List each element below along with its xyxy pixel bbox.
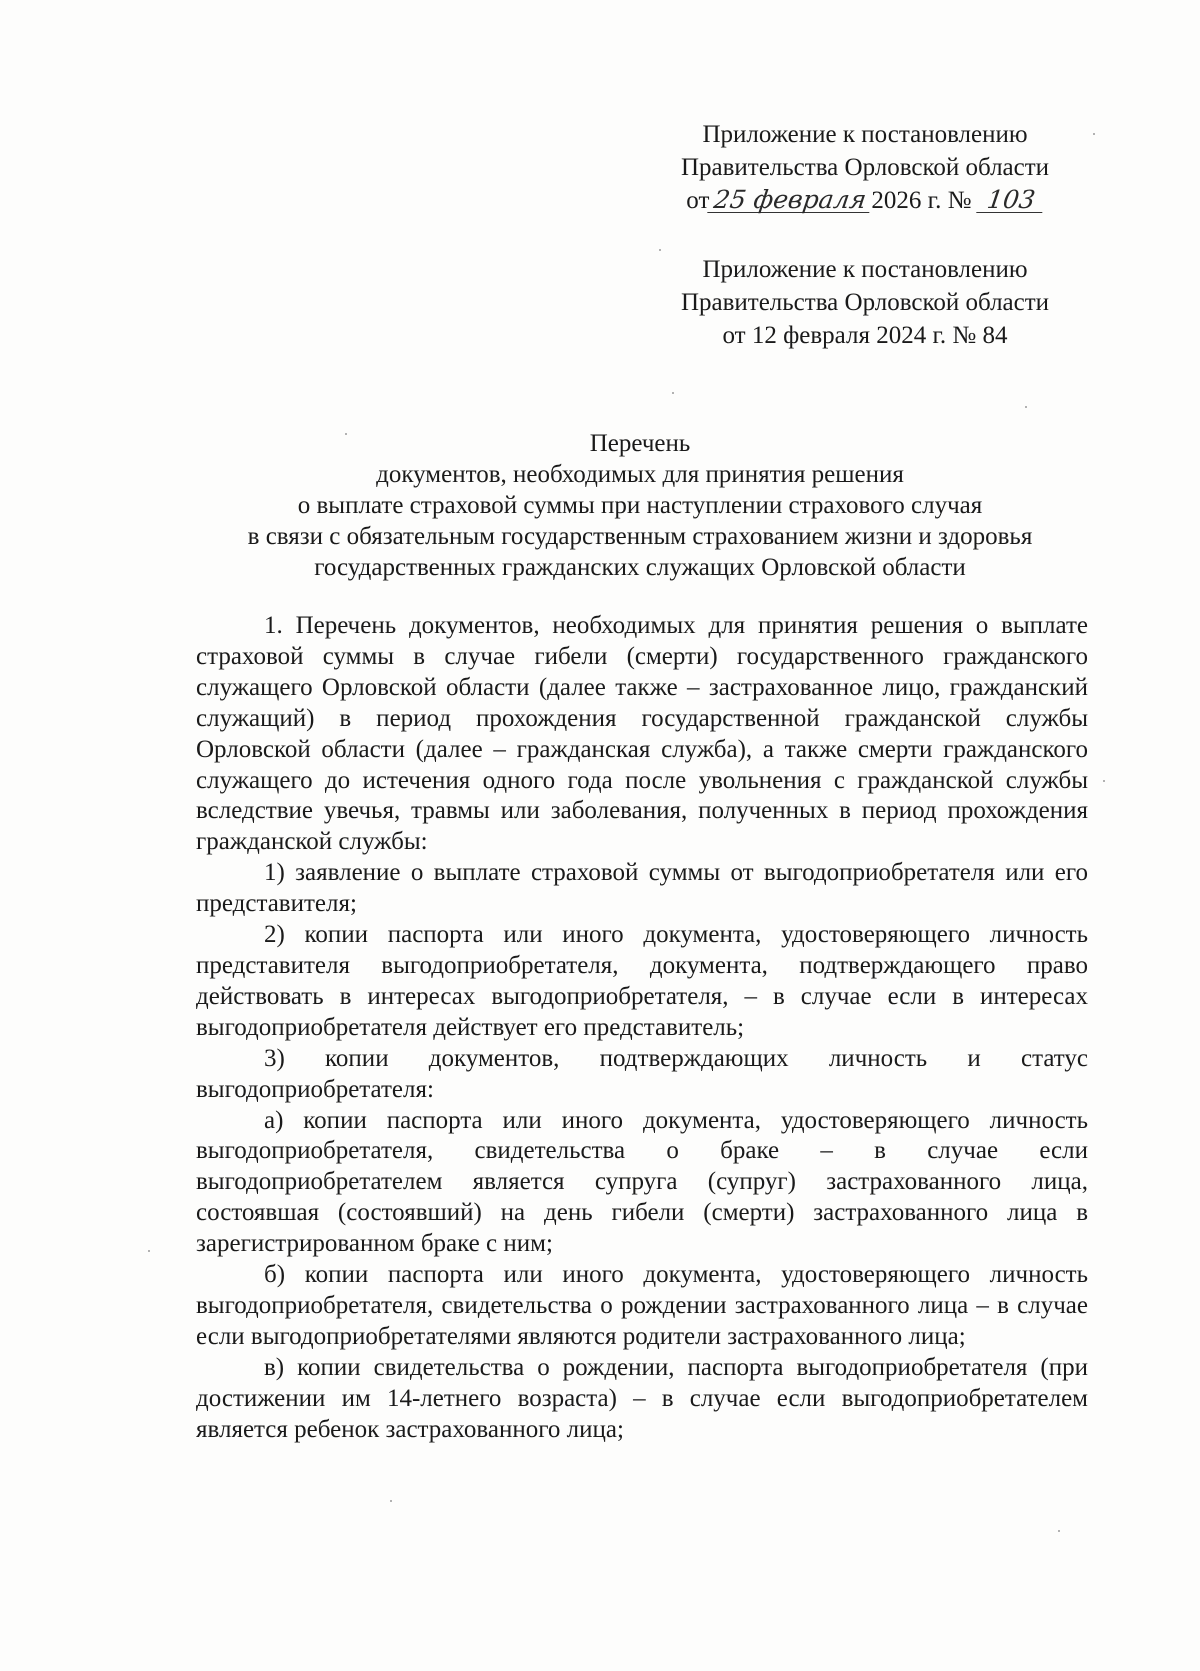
scan-speckle — [345, 433, 347, 435]
title-line-1: Перечень — [589, 430, 691, 457]
scan-speckle — [148, 1250, 150, 1252]
document-title — [190, 428, 1090, 583]
appendix-header-current — [665, 118, 1065, 217]
paragraph-item-3b: б) копии паспорта или иного документа, удостоверяющего личность выгодоприобретателя, свидетельства о рождении застрахованного лица – в случае если выгодоприобретателями являются родители застрахованного лица; — [196, 1261, 1088, 1350]
scan-speckle — [1103, 780, 1105, 782]
paragraph-item-3: 3) копии документов, подтверждающих личность и статус выгодоприобретателя: — [196, 1044, 1088, 1103]
scan-speckle — [1058, 1530, 1060, 1532]
scan-speckle — [1093, 133, 1095, 135]
appendix-header-previous — [665, 253, 1065, 352]
year-part: 2026 г. № — [871, 187, 972, 214]
appendix-header-line-1: Приложение к постановлению — [702, 121, 1028, 148]
appendix-header-date-line — [665, 184, 1065, 217]
appendix-header-line-2: Правительства Орловской области — [680, 154, 1050, 181]
scan-speckle — [1025, 406, 1027, 408]
handwritten-number: 103 — [976, 188, 1046, 213]
handwritten-date: 25 февраля — [708, 188, 874, 213]
previous-header-line-3: от 12 февраля 2024 г. № 84 — [722, 322, 1008, 349]
paragraph-item-1: 1) заявление о выплате страховой суммы от выгодоприобретателя или его представителя; — [196, 859, 1088, 918]
title-line-5: государственных гражданских служащих Орловской области — [314, 554, 966, 581]
scan-speckle — [672, 392, 674, 394]
paragraph-item-2: 2) копии паспорта или иного документа, удостоверяющего личность представителя выгодоприобретателя, документа, подтверждающего право действовать в интересах выгодоприобретателя, – в случае если в интересах выгодоприобретателя действует его представитель; — [196, 921, 1088, 1041]
title-line-3: о выплате страховой суммы при наступлении страхового случая — [297, 492, 983, 519]
document-body — [196, 611, 1088, 1445]
paragraph-1: 1. Перечень документов, необходимых для принятия решения о выплате страховой суммы в случае гибели (смерти) государственного гражданского служащего Орловской области (далее также – застрахованное лицо, гражданский служащий) в период прохождения государственной гражданской службы Орловской области (далее – гражданская служба), а также смерти гражданского служащего до истечения одного года после увольнения с гражданской службы вследствие увечья, травмы или заболевания, полученных в период прохождения гражданской службы: — [196, 612, 1088, 856]
scan-speckle — [659, 249, 661, 251]
paragraph-item-3v: в) копии свидетельства о рождении, паспорта выгодоприобретателя (при достижении им 14-летнего возраста) – в случае если выгодоприобретателем является ребенок застрахованного лица; — [196, 1353, 1088, 1443]
title-line-4: в связи с обязательным государственным страхованием жизни и здоровья — [247, 523, 1033, 550]
date-prefix: от — [686, 187, 710, 214]
scan-speckle — [390, 1500, 392, 1502]
paragraph-item-3a: а) копии паспорта или иного документа, удостоверяющего личность выгодоприобретателя, свидетельства о браке – в случае если выгодоприобретателем является супруга (супруг) застрахованного лица, состоявшая (состоявший) на день гибели (смерти) застрахованного лица в зарегистрированном браке с ним; — [196, 1106, 1088, 1258]
title-line-2: документов, необходимых для принятия решения — [376, 461, 904, 488]
previous-header-line-2: Правительства Орловской области — [680, 289, 1050, 316]
previous-header-line-1: Приложение к постановлению — [702, 256, 1028, 283]
